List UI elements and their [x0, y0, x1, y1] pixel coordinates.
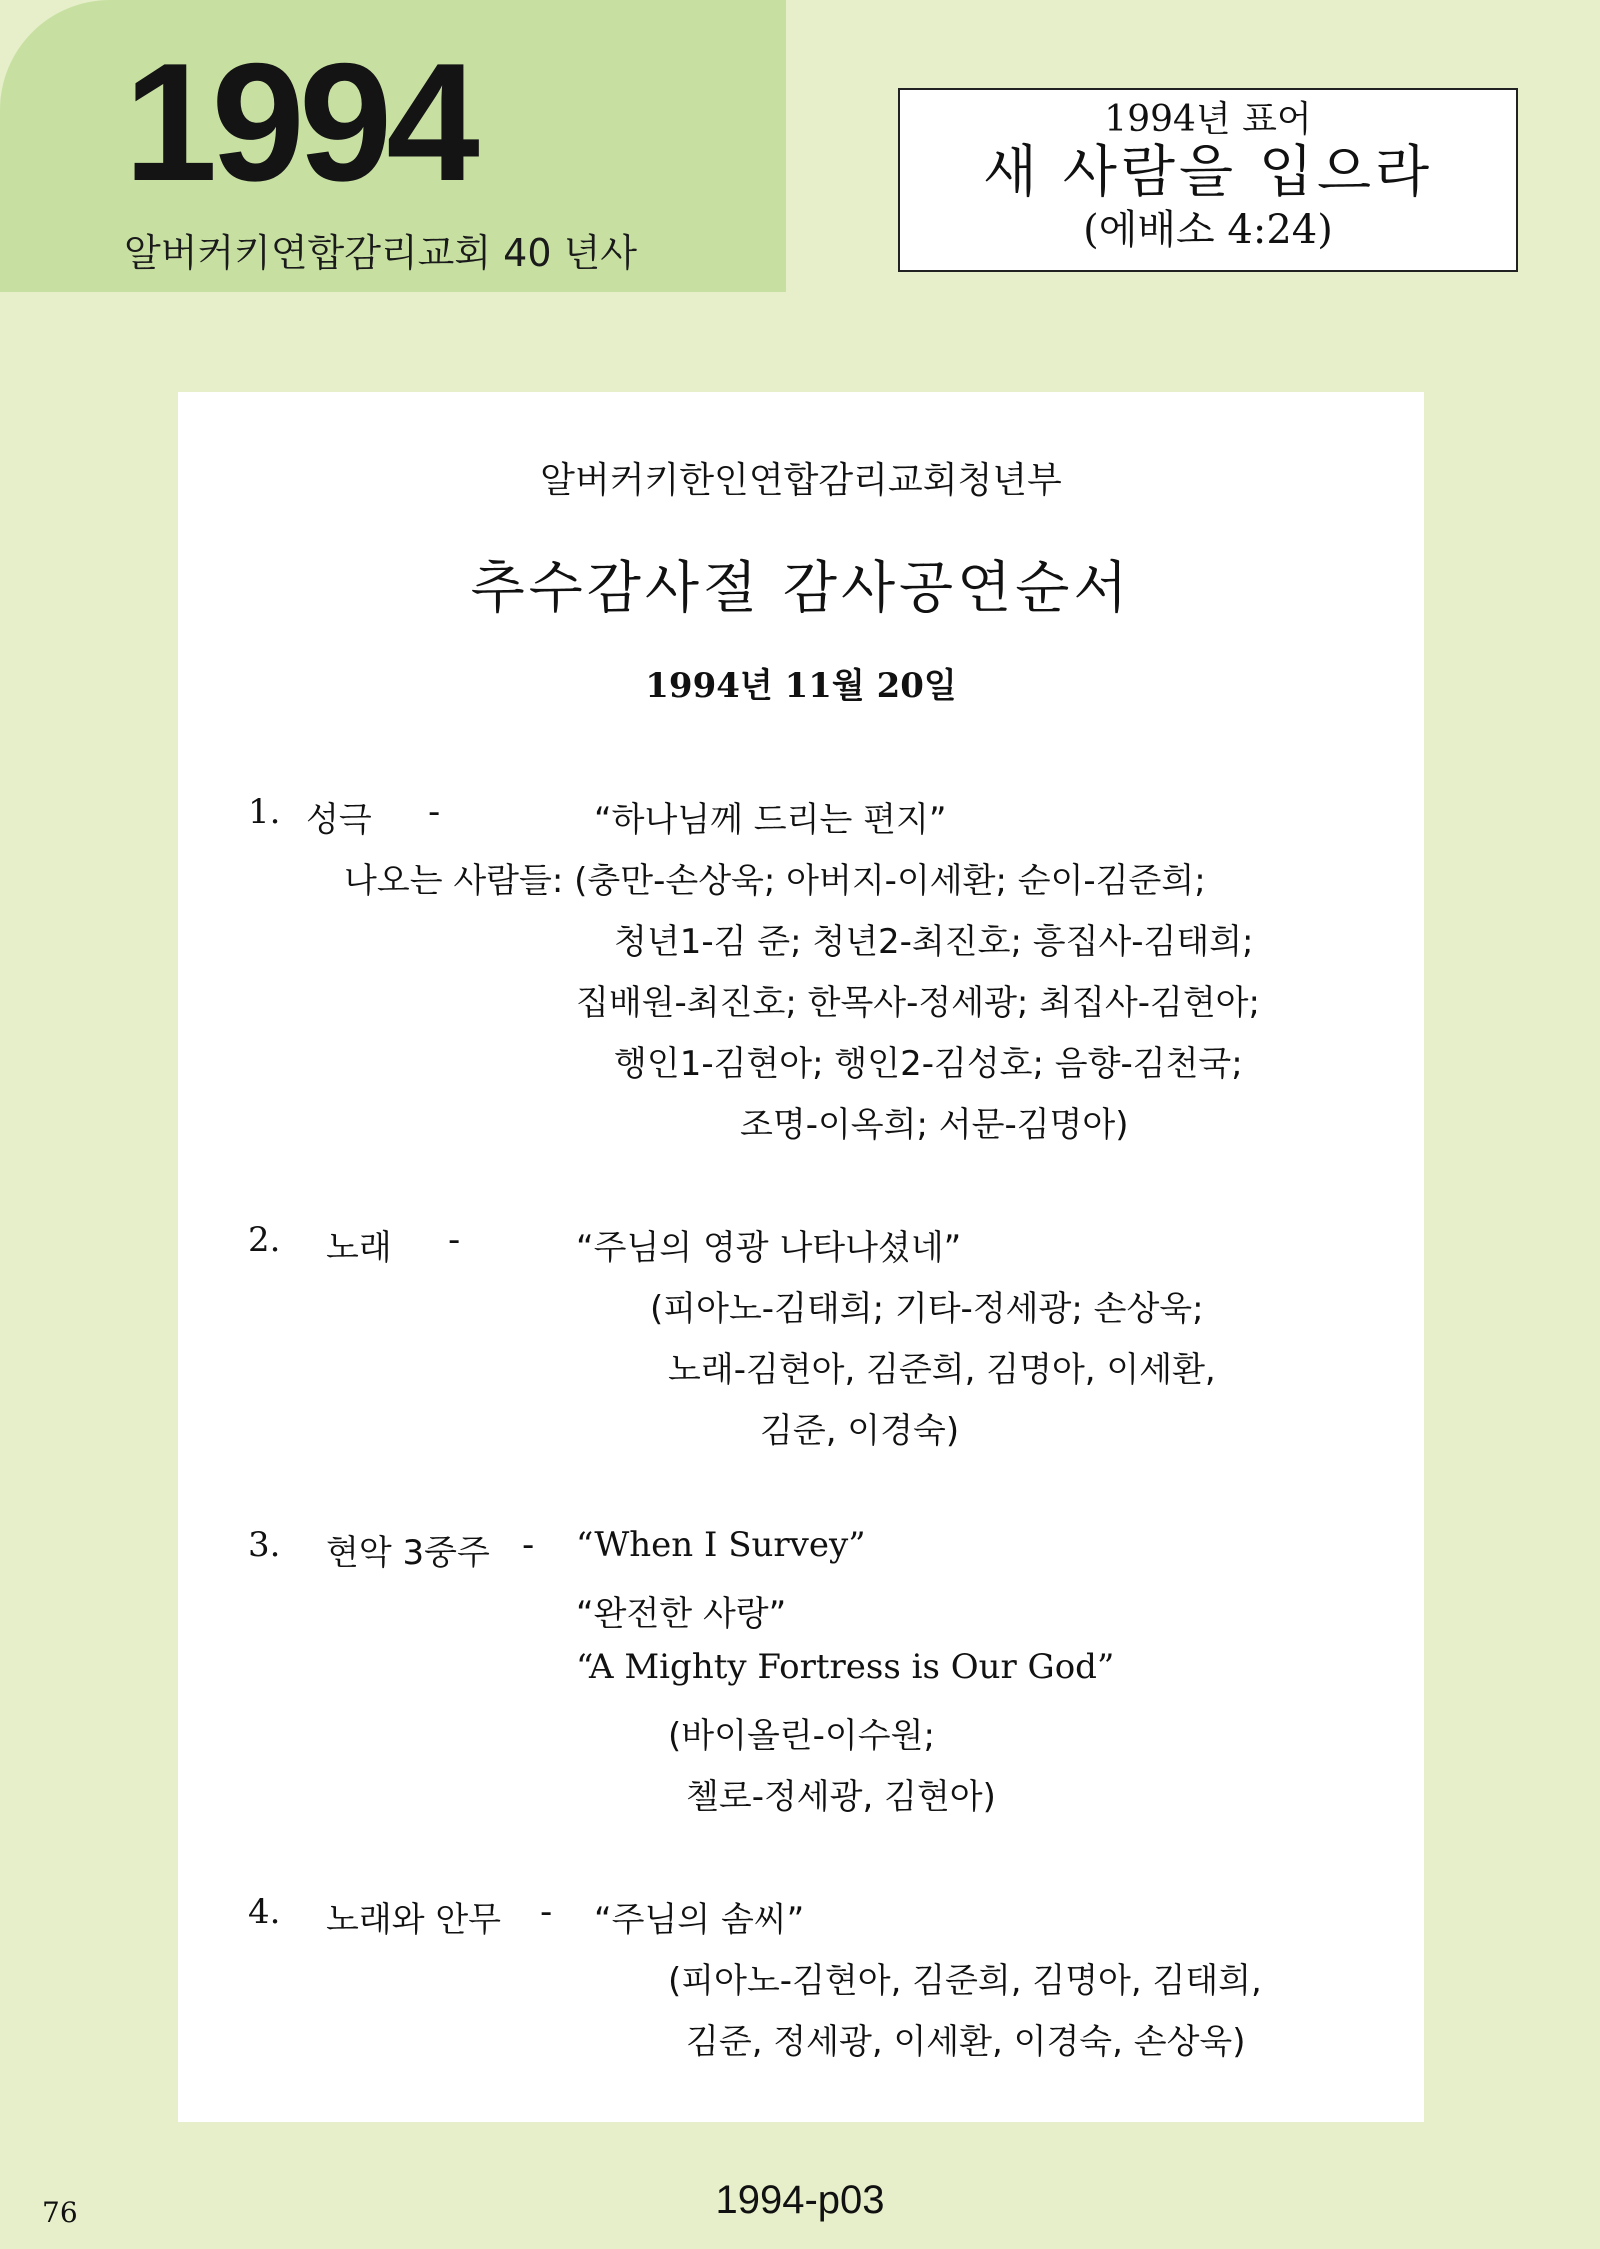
item-dash: -	[428, 792, 441, 832]
item-dash: -	[522, 1525, 535, 1565]
item-detail: 노래-김현아, 김준희, 김명아, 이세환,	[668, 1350, 1216, 1390]
item-detail: 김준, 이경숙)	[760, 1411, 960, 1451]
item-detail: 청년1-김 준; 청년2-최진호; 흥집사-김태희;	[614, 922, 1254, 962]
item-work: “주님의 영광 나타나셨네”	[576, 1228, 962, 1268]
item-dash: -	[540, 1892, 553, 1932]
item-work: “When I Survey”	[576, 1525, 866, 1565]
item-dash: -	[448, 1220, 461, 1260]
year-heading: 1994	[124, 28, 474, 216]
item-type: 현악 3중주	[326, 1533, 490, 1573]
item-number: 2.	[248, 1220, 281, 1260]
item-work: “완전한 사랑”	[576, 1594, 787, 1634]
item-detail: (피아노-김현아, 김준희, 김명아, 김태희,	[668, 1961, 1262, 2001]
program-document	[178, 392, 1424, 2122]
item-type: 성극	[306, 800, 372, 840]
page-code: 1994-p03	[715, 2178, 885, 2222]
item-detail: (피아노-김태희; 기타-정세광; 손상욱;	[650, 1289, 1204, 1329]
item-detail: 조명-이옥희; 서문-김명아)	[740, 1105, 1129, 1145]
item-detail: 집배원-최진호; 한목사-정세광; 최집사-김현아;	[576, 983, 1260, 1023]
item-detail: 나오는 사람들: (충만-손상욱; 아버지-이세환; 순이-김준희;	[344, 861, 1206, 901]
page-number: 76	[42, 2196, 78, 2229]
program-organization: 알버커키한인연합감리교회청년부	[540, 460, 1062, 501]
item-detail: 행인1-김현아; 행인2-김성호; 음향-김천국;	[614, 1044, 1243, 1084]
item-type: 노래와 안무	[326, 1900, 502, 1940]
program-date: 1994년 11월 20일	[645, 666, 957, 706]
item-work: “하나님께 드리는 편지”	[594, 800, 947, 840]
item-detail: (바이올린-이수원;	[668, 1716, 935, 1756]
motto-reference: (에배소 4:24)	[1083, 206, 1333, 253]
motto-text: 새 사람을 입으라	[982, 140, 1434, 206]
item-work: “A Mighty Fortress is Our God”	[576, 1647, 1115, 1687]
item-type: 노래	[326, 1228, 392, 1268]
item-number: 3.	[248, 1525, 281, 1565]
history-subtitle: 알버커키연합감리교회 40 년사	[124, 231, 638, 275]
item-detail: 첼로-정세광, 김현아)	[686, 1777, 996, 1817]
item-number: 1.	[248, 792, 281, 832]
program-title: 추수감사절 감사공연순서	[470, 556, 1132, 621]
item-detail: 김준, 정세광, 이세환, 이경숙, 손상욱)	[686, 2022, 1246, 2062]
motto-box	[898, 88, 1518, 272]
item-number: 4.	[248, 1892, 281, 1932]
item-work: “주님의 솜씨”	[594, 1900, 805, 1940]
motto-label: 1994년 표어	[1104, 99, 1312, 140]
